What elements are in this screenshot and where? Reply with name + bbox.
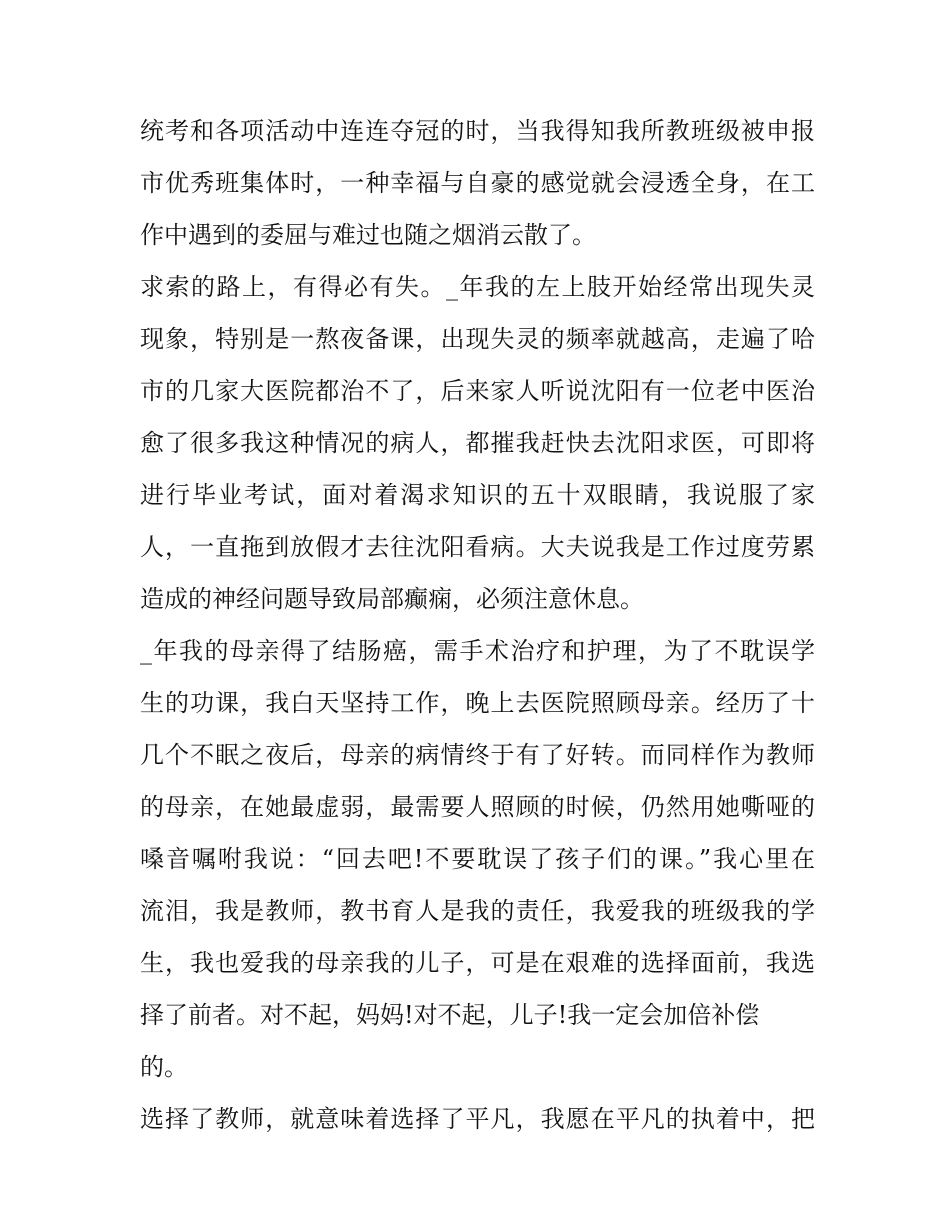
text-line: 愈了很多我这种情况的病人，都摧我赶快去沈阳求医，可即将 [140, 429, 815, 457]
text-line: 进行毕业考试，面对着渴求知识的五十双眼睛，我说服了家 [140, 481, 815, 509]
text-line: 选择了教师，就意味着选择了平凡，我愿在平凡的执着中，把 [140, 1105, 815, 1133]
text-line: 造成的神经问题导致局部癫痫，必须注意休息。 [140, 585, 644, 613]
text-line: 生，我也爱我的母亲我的儿子，可是在艰难的选择面前，我选 [140, 949, 815, 977]
text-line: 求索的路上，有得必有失。_年我的左上肢开始经常出现失灵 [140, 273, 815, 301]
text-line: 几个不眠之夜后，母亲的病情终于有了好转。而同样作为教师 [140, 741, 815, 769]
text-line: _年我的母亲得了结肠癌，需手术治疗和护理，为了不耽误学 [140, 637, 815, 665]
text-line: 作中遇到的委屈与难过也随之烟消云散了。 [140, 221, 596, 249]
text-line: 市的几家大医院都治不了，后来家人听说沈阳有一位老中医治 [140, 377, 815, 405]
text-line: 的母亲，在她最虚弱，最需要人照顾的时候，仍然用她嘶哑的 [140, 793, 815, 821]
text-line: 市优秀班集体时，一种幸福与自豪的感觉就会浸透全身，在工 [140, 169, 815, 197]
text-line: 人，一直拖到放假才去往沈阳看病。大夫说我是工作过度劳累 [140, 533, 815, 561]
text-line: 嗓音嘱咐我说：“回去吧!不要耽误了孩子们的课。”我心里在 [140, 845, 815, 873]
body-text [140, 105, 815, 1145]
text-line: 现象，特别是一熬夜备课，出现失灵的频率就越高，走遍了哈 [140, 325, 815, 353]
text-line: 流泪，我是教师，教书育人是我的责任，我爱我的班级我的学 [140, 897, 815, 925]
text-line: 择了前者。对不起，妈妈!对不起，儿子!我一定会加倍补偿 [140, 1001, 760, 1029]
text-line: 生的功课，我白天坚持工作，晚上去医院照顾母亲。经历了十 [140, 689, 815, 717]
text-line: 的。 [140, 1053, 188, 1081]
text-line: 统考和各项活动中连连夺冠的时，当我得知我所教班级被申报 [140, 117, 815, 145]
